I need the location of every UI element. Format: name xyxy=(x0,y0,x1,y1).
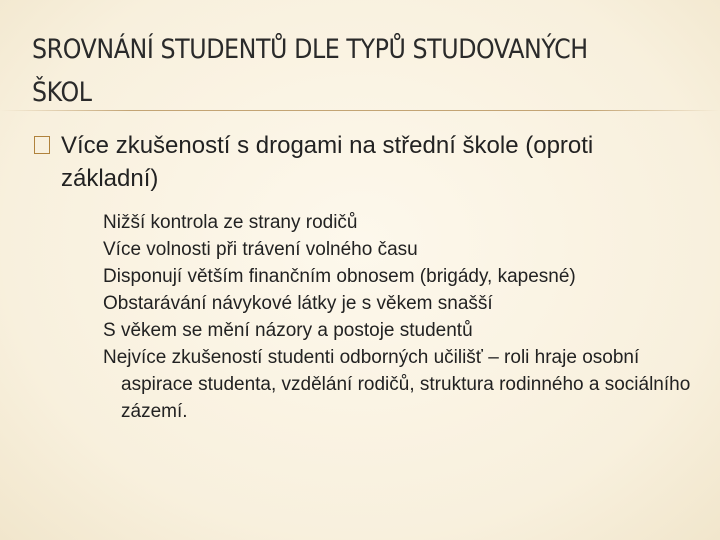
list-item: S věkem se mění názory a postoje studentů xyxy=(103,320,473,341)
list-item: Nejvíce zkušeností studenti odborných učilišť – roli hraje osobní aspirace studenta, vzdělání rodičů, struktura rodinného a sociálního zázemí. xyxy=(103,347,691,422)
list-item: Obstarávání návykové látky je s věkem snašší xyxy=(103,293,493,314)
slide-title-line-2: ŠKOL xyxy=(32,77,92,108)
slide-title-line-1: SROVNÁNÍ STUDENTŮ DLE TYPŮ STUDOVANÝCH xyxy=(32,34,588,65)
square-bullet-icon xyxy=(34,136,50,154)
title-divider xyxy=(0,110,720,111)
main-bullet-text: Více zkušeností s drogami na střední škole (oproti základní) xyxy=(61,132,594,192)
slide-title xyxy=(32,28,622,114)
list-item: Nižší kontrola ze strany rodičů xyxy=(103,212,358,233)
main-bullet xyxy=(34,129,694,195)
list-item: Více volnosti při trávení volného času xyxy=(103,239,418,260)
list-item: Disponují větším finančním obnosem (brigády, kapesné) xyxy=(103,266,576,287)
sub-bullet-list xyxy=(103,209,703,425)
